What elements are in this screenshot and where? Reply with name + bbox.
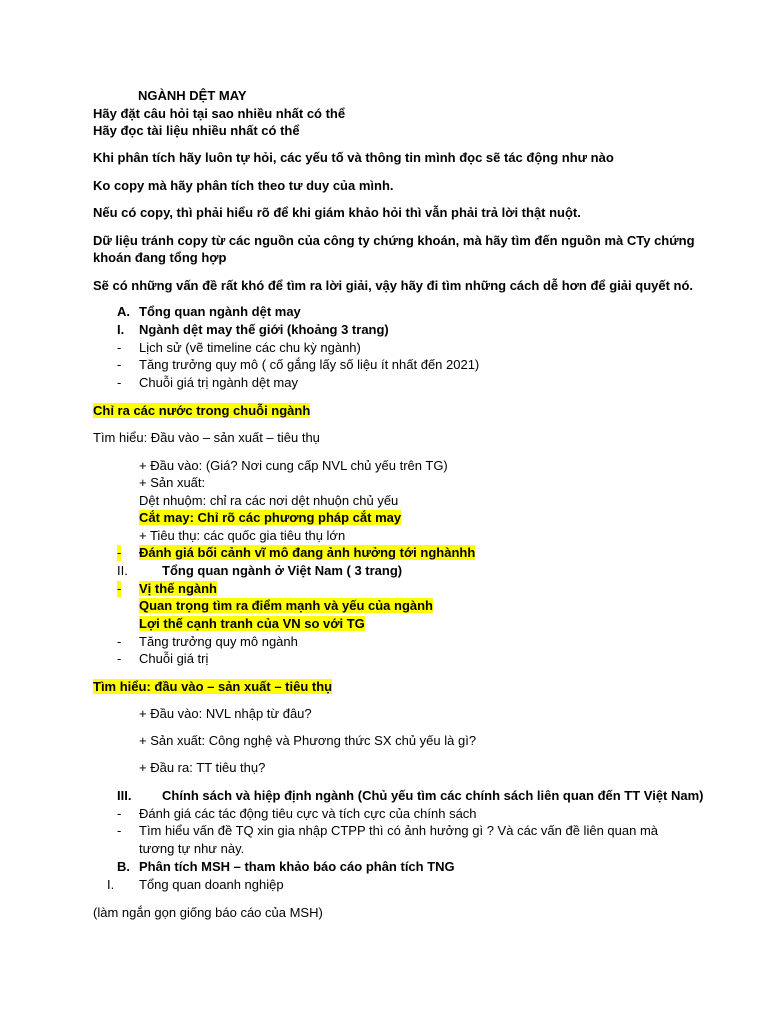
section-marker: I.: [107, 877, 115, 892]
chain-item: + Đầu vào: NVL nhập từ đâu?: [139, 706, 312, 721]
list-item: Chuỗi giá trị ngành dệt may: [139, 375, 298, 390]
highlight-line: [139, 510, 401, 526]
section-heading: Ngành dệt may thế giới (khoảng 3 trang): [139, 322, 389, 337]
section-marker: II.: [117, 563, 128, 578]
highlight-text: Cắt may: Chỉ rõ các phương pháp cắt may: [139, 510, 402, 525]
section-heading: Tổng quan ngành ở Việt Nam ( 3 trang): [162, 563, 403, 578]
chain-item: + Sản xuất: Công nghệ và Phương thức SX chủ yếu là gì?: [139, 733, 477, 748]
list-item: Chuỗi giá trị: [139, 651, 209, 666]
list-item: Tìm hiểu vấn đề TQ xin gia nhập CTPP thì có ảnh hưởng gì ? Và các vấn đề liên quan mà: [139, 823, 658, 838]
bullet-dash: -: [117, 375, 122, 390]
document-title: NGÀNH DỆT MAY: [138, 88, 247, 103]
bullet-dash: -: [117, 340, 122, 355]
section-marker: A.: [117, 304, 130, 319]
highlight-text: Tìm hiểu: đầu vào – sản xuất – tiêu thụ: [93, 679, 333, 694]
bullet-dash: -: [117, 823, 122, 838]
list-item: Đánh giá các tác động tiêu cực và tích cực của chính sách: [139, 806, 477, 821]
chain-item: + Đầu vào: (Giá? Nơi cung cấp NVL chủ yếu trên TG): [139, 458, 448, 473]
highlight-text: Quan trọng tìm ra điểm mạnh và yếu của ngành: [139, 598, 433, 613]
intro-line: Khi phân tích hãy luôn tự hỏi, các yếu tố và thông tin mình đọc sẽ tác động như nào: [93, 150, 614, 165]
research-line: Tìm hiểu: Đầu vào – sản xuất – tiêu thụ: [93, 430, 320, 445]
list-item: Tăng trưởng quy mô ( cố gắng lấy số liệu ít nhất đến 2021): [139, 357, 480, 372]
section-marker: III.: [117, 788, 132, 803]
bullet-dash: -: [117, 806, 122, 821]
bullet-dash: -: [117, 545, 122, 560]
intro-line: Ko copy mà hãy phân tích theo tư duy của mình.: [93, 178, 394, 193]
bullet-dash: -: [117, 357, 122, 372]
chain-item: + Đầu ra: TT tiêu thụ?: [139, 760, 266, 775]
closing-note: (làm ngắn gọn giống báo cáo của MSH): [93, 905, 323, 920]
bullet-dash: -: [117, 651, 122, 666]
chain-item: Dệt nhuộm: chỉ ra các nơi dệt nhuộn chủ yếu: [139, 493, 399, 508]
highlight-line: [139, 545, 475, 561]
highlight-text: Vị thế ngành: [139, 581, 217, 596]
bullet-dash: -: [117, 634, 122, 649]
list-item: Tăng trưởng quy mô ngành: [139, 634, 298, 649]
section-heading: Chính sách và hiệp định ngành (Chủ yếu tìm các chính sách liên quan đến TT Việt Nam): [162, 788, 704, 803]
list-item: Lịch sử (vẽ timeline các chu kỳ ngành): [139, 340, 361, 355]
bullet-dash: -: [117, 581, 122, 596]
section-heading: Phân tích MSH – tham khảo báo cáo phân tích TNG: [139, 859, 455, 874]
highlight-text: Chỉ ra các nước trong chuỗi ngành: [93, 403, 311, 418]
highlight-text: Lợi thế cạnh tranh của VN so với TG: [139, 616, 365, 631]
chain-item: + Tiêu thụ: các quốc gia tiêu thụ lớn: [139, 528, 346, 543]
highlight-line: [139, 616, 365, 632]
highlight-line: [93, 679, 332, 695]
intro-line: Nếu có copy, thì phải hiểu rõ để khi giám khảo hỏi thì vẫn phải trả lời thật nuột.: [93, 205, 581, 220]
intro-line: Dữ liệu tránh copy từ các nguồn của công ty chứng khoán, mà hãy tìm đến nguồn mà CTy chứng: [93, 233, 695, 248]
intro-line: khoán đang tổng hợp: [93, 250, 227, 265]
list-item: tương tự như này.: [139, 841, 245, 856]
section-heading: Tổng quan ngành dệt may: [139, 304, 301, 319]
intro-line: Hãy đọc tài liệu nhiều nhất có thể: [93, 123, 300, 138]
intro-line: Sẽ có những vấn đề rất khó để tìm ra lời giải, vậy hãy đi tìm những cách dễ hơn để giải quyết nó.: [93, 278, 694, 293]
section-heading: Tổng quan doanh nghiệp: [139, 877, 284, 892]
section-marker: I.: [117, 322, 125, 337]
intro-line: Hãy đặt câu hỏi tại sao nhiều nhất có thể: [93, 106, 346, 121]
highlight-line: [139, 598, 433, 614]
section-marker: B.: [117, 859, 130, 874]
chain-item: + Sản xuất:: [139, 475, 206, 490]
highlight-line: [93, 403, 310, 419]
highlight-text: Đánh giá bối cảnh vĩ mô đang ảnh hưởng tới nghànhh: [139, 545, 476, 560]
highlight-line: [139, 581, 217, 597]
